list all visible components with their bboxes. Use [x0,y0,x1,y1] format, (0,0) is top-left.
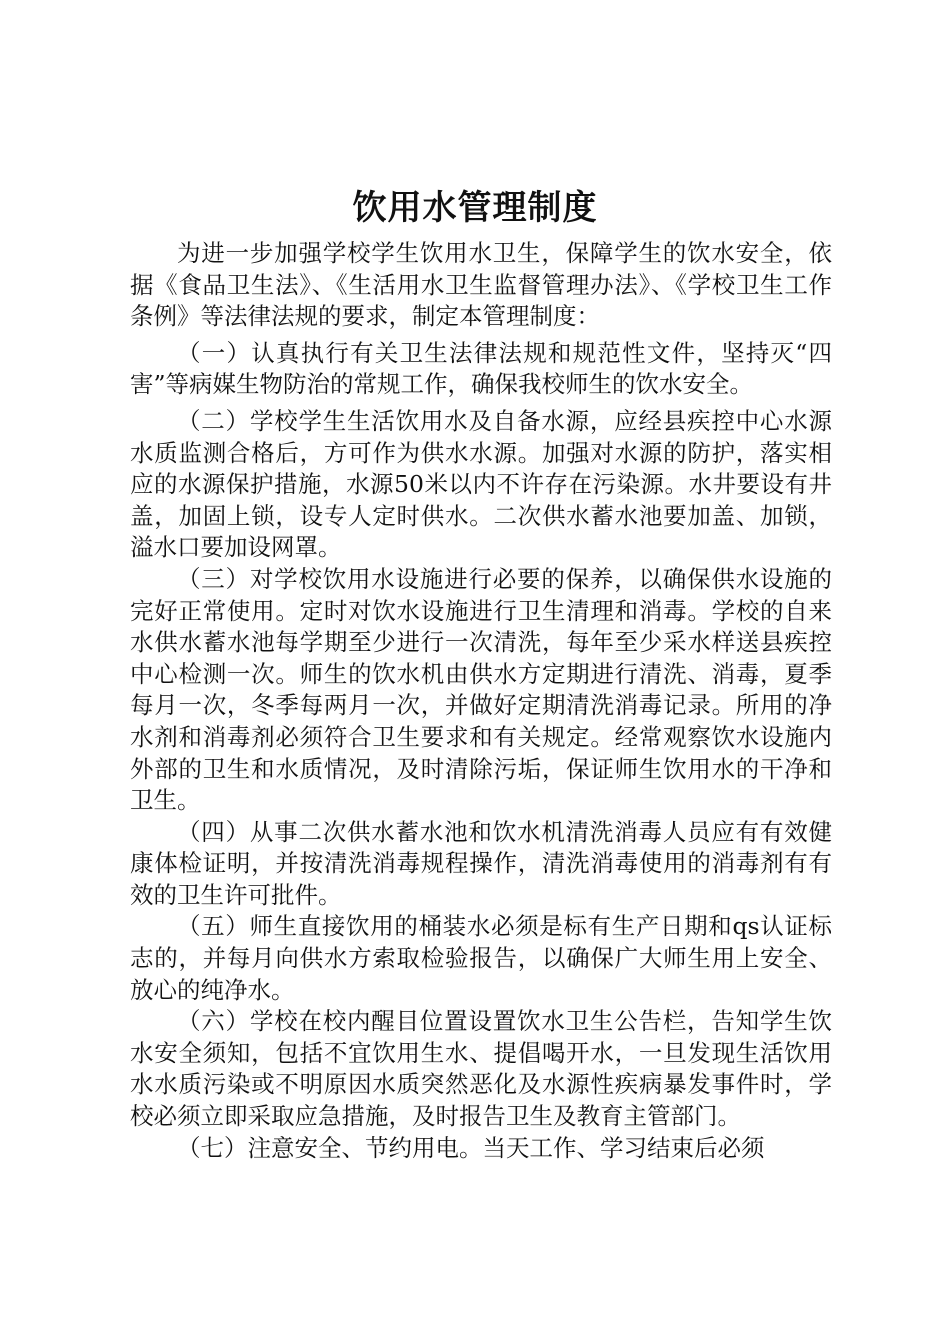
document-body [130,238,832,1164]
clause-4-paragraph: （四）从事二次供水蓄水池和饮水机清洗消毒人员应有有效健康体检证明，并按清洗消毒规程操作，清洗消毒使用的消毒剂有有效的卫生许可批件。 [130,817,832,909]
intro-paragraph: 为进一步加强学校学生饮用水卫生，保障学生的饮水安全，依据《食品卫生法》、《生活用水卫生监督管理办法》、《学校卫生工作条例》等法律法规的要求，制定本管理制度： [130,239,832,331]
clause-2-paragraph: （二）学校学生生活饮用水及自备水源，应经县疾控中心水源水质监测合格后，方可作为供水水源。加强对水源的防护，落实相应的水源保护措施，水源50米以内不许存在污染源。水井要设有井盖，加固上锁，设专人定时供水。二次供水蓄水池要加盖、加锁，溢水口要加设网罩。 [130,406,832,562]
clause-6-paragraph: （六）学校在校内醒目位置设置饮水卫生公告栏，告知学生饮水安全须知，包括不宜饮用生水、提倡喝开水，一旦发现生活饮用水水质污染或不明原因水质突然恶化及水源性疾病暴发事件时，学校必须立即采取应急措施，及时报告卫生及教育主管部门。 [130,1007,832,1131]
clause-1-paragraph: （一）认真执行有关卫生法律法规和规范性文件，坚持灭“四害”等病媒生物防治的常规工作，确保我校师生的饮水安全。 [130,338,832,399]
clause-5-paragraph: （五）师生直接饮用的桶装水必须是标有生产日期和qs认证标志的，并每月向供水方索取检验报告，以确保广大师生用上安全、放心的纯净水。 [130,912,832,1004]
clause-7-paragraph: （七）注意安全、节约用电。当天工作、学习结束后必须 [177,1133,765,1162]
document-title: 饮用水管理制度 [352,188,598,228]
clause-3-paragraph: （三）对学校饮用水设施进行必要的保养，以确保供水设施的完好正常使用。定时对饮水设施进行卫生清理和消毒。学校的自来水供水蓄水池每学期至少进行一次清洗，每年至少采水样送县疾控中心检测一次。师生的饮水机由供水方定期进行清洗、消毒，夏季每月一次，冬季每两月一次，并做好定期清洗消毒记录。所用的净水剂和消毒剂必须符合卫生要求和有关规定。经常观察饮水设施内外部的卫生和水质情况，及时清除污垢，保证师生饮用水的干净和卫生。 [130,564,832,815]
